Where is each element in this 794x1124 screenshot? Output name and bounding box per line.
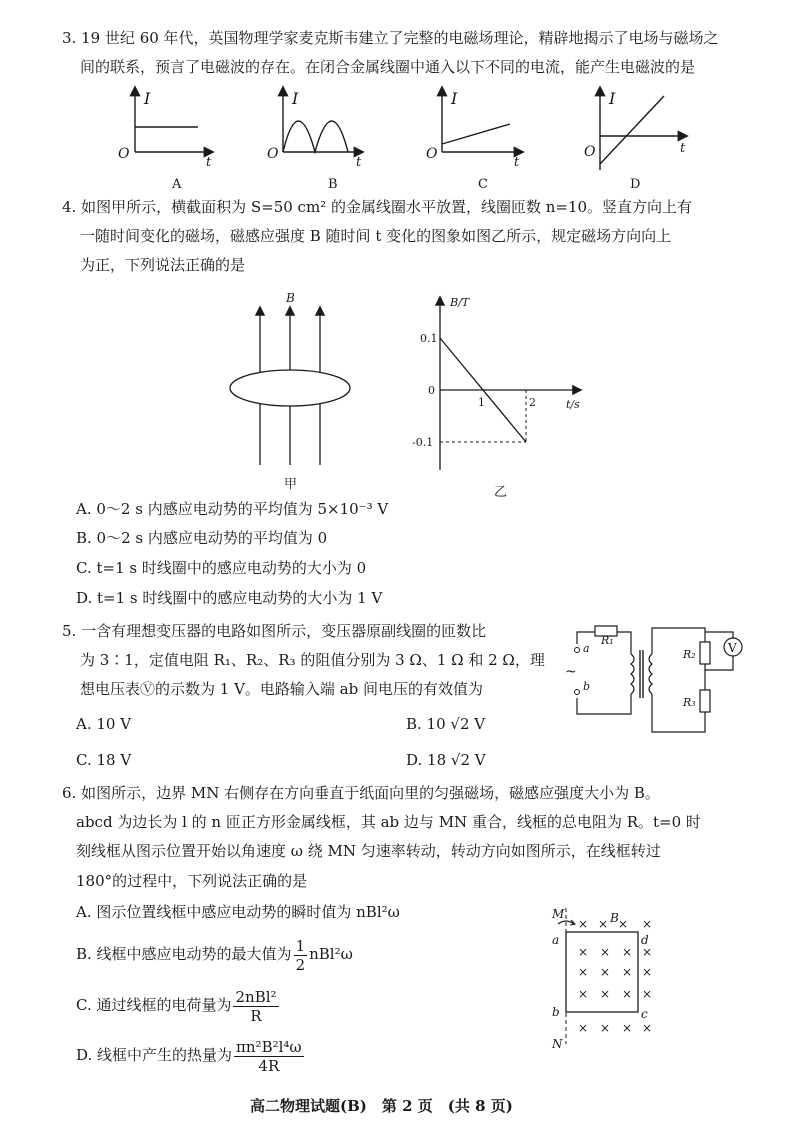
svg-text:b: b xyxy=(583,680,591,693)
svg-text:b: b xyxy=(552,1005,560,1019)
q3-line2: 间的联系，预言了电磁波的存在。在闭合金属线圈中通入以下不同的电流，能产生电磁波的是 xyxy=(80,58,696,76)
jia-caption: 甲 xyxy=(284,477,298,492)
svg-text:×: × xyxy=(642,917,653,931)
q6-option-b[interactable] xyxy=(76,934,353,974)
svg-text:×: × xyxy=(578,987,589,1001)
svg-text:×: × xyxy=(600,965,611,979)
q3-option-b-label: B xyxy=(328,177,338,192)
q3-option-d-label: D xyxy=(630,177,641,192)
q6-figure xyxy=(538,904,688,1054)
q5-option-c[interactable]: C. 18 V xyxy=(76,751,132,769)
r3-resistor xyxy=(700,690,710,712)
q5-line3: 想电压表Ⓥ的示数为 1 V。电路输入端 ab 间电压的有效值为 xyxy=(80,680,483,698)
q3-line1: 3. 19 世纪 60 年代，英国物理学家麦克斯韦建立了完整的电磁场理论，精辟地揭示了电场与磁场之 xyxy=(62,29,719,47)
svg-text:×: × xyxy=(618,917,629,931)
q6-option-b-tail: nBl²ω xyxy=(309,945,353,963)
svg-text:t: t xyxy=(680,141,686,156)
svg-text:I: I xyxy=(451,89,458,108)
q3-option-c-label: C xyxy=(478,177,488,192)
q3-graph-a xyxy=(118,88,212,192)
q6-option-c[interactable] xyxy=(76,985,281,1025)
svg-text:O: O xyxy=(267,146,279,162)
q3-a-ylabel: I xyxy=(144,89,151,108)
q3-graph-c xyxy=(426,88,522,192)
q3-option-a-label: A xyxy=(172,177,182,192)
yi-tick-top: 0.1 xyxy=(420,332,438,345)
q3-graphs xyxy=(0,80,794,280)
svg-text:O: O xyxy=(118,146,130,162)
page-footer: 高二物理试题(B) 第 2 页 (共 8 页) xyxy=(250,1097,513,1115)
svg-text:t: t xyxy=(206,155,212,170)
q5-option-d[interactable]: D. 18 √2 V xyxy=(406,751,486,769)
q5-circuit xyxy=(565,614,765,744)
yi-xlabel: t/s xyxy=(566,398,580,411)
q6-option-b-fraction: $\frac{1}{2}$ xyxy=(295,936,306,974)
svg-text:×: × xyxy=(598,917,609,931)
svg-text:×: × xyxy=(622,1021,633,1035)
svg-text:R₁: R₁ xyxy=(601,634,614,647)
svg-text:×: × xyxy=(578,945,589,959)
svg-text:×: × xyxy=(578,917,589,931)
svg-text:a: a xyxy=(552,933,560,947)
svg-text:×: × xyxy=(622,945,633,959)
q6-line1: 6. 如图所示，边界 MN 右侧存在方向垂直于纸面向里的匀强磁场，磁感应强度大小为 B。 xyxy=(62,784,660,802)
q4-line2: 一随时间变化的磁场，磁感应强度 B 随时间 t 变化的图象如图乙所示，规定磁场方向向上 xyxy=(80,227,672,245)
q6-line4: 180°的过程中，下列说法正确的是 xyxy=(76,872,308,890)
q6-option-c-text: C. 通过线框的电荷量为 xyxy=(76,996,232,1014)
svg-text:×: × xyxy=(600,1021,611,1035)
q4-option-c[interactable]: C. t=1 s 时线圈中的感应电动势的大小为 0 xyxy=(76,559,367,577)
svg-text:O: O xyxy=(584,144,596,160)
q5-line2: 为 3∶1，定值电阻 R₁、R₂、R₃ 的阻值分别为 3 Ω、1 Ω 和 2 Ω，理 xyxy=(80,651,545,669)
svg-text:a: a xyxy=(583,642,590,655)
q6-option-d-text: D. 线框中产生的热量为 xyxy=(76,1046,233,1064)
svg-text:t: t xyxy=(514,155,520,170)
svg-text:×: × xyxy=(642,945,653,959)
svg-text:×: × xyxy=(600,945,611,959)
q4-option-b[interactable]: B. 0～2 s 内感应电动势的平均值为 0 xyxy=(76,529,328,547)
svg-text:t: t xyxy=(356,155,362,170)
svg-text:×: × xyxy=(600,987,611,1001)
q6-option-b-text: B. 线框中感应电动势的最大值为 xyxy=(76,945,292,963)
svg-text:×: × xyxy=(578,965,589,979)
q5-line1: 5. 一含有理想变压器的电路如图所示，变压器原副线圈的匝数比 xyxy=(62,622,487,640)
q6-option-d-fraction: $\frac{\text{πn²B²l⁴ω}}{4R}$ xyxy=(236,1037,302,1075)
coil-ellipse xyxy=(230,370,350,406)
q5-option-a[interactable]: A. 10 V xyxy=(76,715,132,733)
svg-text:×: × xyxy=(622,965,633,979)
svg-text:×: × xyxy=(642,987,653,1001)
svg-text:O: O xyxy=(426,146,438,162)
q4-option-d[interactable]: D. t=1 s 时线圈中的感应电动势的大小为 1 V xyxy=(76,589,383,607)
yi-tick-zero: 0 xyxy=(428,384,435,397)
svg-text:M: M xyxy=(552,907,565,921)
svg-text:×: × xyxy=(642,965,653,979)
svg-text:R₂: R₂ xyxy=(683,648,696,661)
svg-text:c: c xyxy=(641,1007,648,1021)
q6-line2: abcd 为边长为 l 的 n 匝正方形金属线框，其 ab 边与 MN 重合，线框的总电阻为 R。t=0 时 xyxy=(76,813,701,831)
svg-text:N: N xyxy=(552,1037,563,1051)
svg-text:V: V xyxy=(728,641,737,655)
svg-text:~: ~ xyxy=(565,664,577,680)
r2-resistor xyxy=(700,642,710,664)
q4-option-a[interactable]: A. 0～2 s 内感应电动势的平均值为 5×10⁻³ V xyxy=(76,500,389,518)
q4-line3: 为正，下列说法正确的是 xyxy=(80,256,246,274)
yi-tick-bottom: -0.1 xyxy=(412,436,434,449)
svg-text:×: × xyxy=(578,1021,589,1035)
q6-option-d[interactable] xyxy=(76,1035,306,1075)
svg-text:d: d xyxy=(641,933,649,947)
jia-b-label: B xyxy=(286,291,295,305)
yi-tick-x1: 1 xyxy=(478,396,485,409)
q3-graph-b xyxy=(267,88,362,192)
q4-figure-yi xyxy=(410,290,610,500)
svg-text:I: I xyxy=(609,89,616,108)
yi-ylabel: B/T xyxy=(450,296,470,309)
svg-text:R₃: R₃ xyxy=(683,696,696,709)
yi-tick-x2: 2 xyxy=(529,396,536,409)
svg-text:B: B xyxy=(610,911,619,925)
q4-line1: 4. 如图甲所示，横截面积为 S=50 cm² 的金属线圈水平放置，线圈匝数 n=10。竖直方向上有 xyxy=(62,198,693,216)
q5-option-b[interactable]: B. 10 √2 V xyxy=(406,715,486,733)
q4-figure-jia xyxy=(220,290,380,490)
yi-caption: 乙 xyxy=(494,485,508,500)
q3-graph-d xyxy=(584,88,686,192)
q6-option-c-fraction: $\frac{\text{2nBl²}}{R}$ xyxy=(235,987,277,1025)
svg-text:I: I xyxy=(292,89,299,108)
svg-text:×: × xyxy=(622,987,633,1001)
q6-line3: 刻线框从图示位置开始以角速度 ω 绕 MN 匀速率转动，转动方向如图所示，在线框转过 xyxy=(76,842,661,860)
q6-option-a[interactable]: A. 图示位置线框中感应电动势的瞬时值为 nBl²ω xyxy=(76,903,400,921)
svg-text:×: × xyxy=(642,1021,653,1035)
